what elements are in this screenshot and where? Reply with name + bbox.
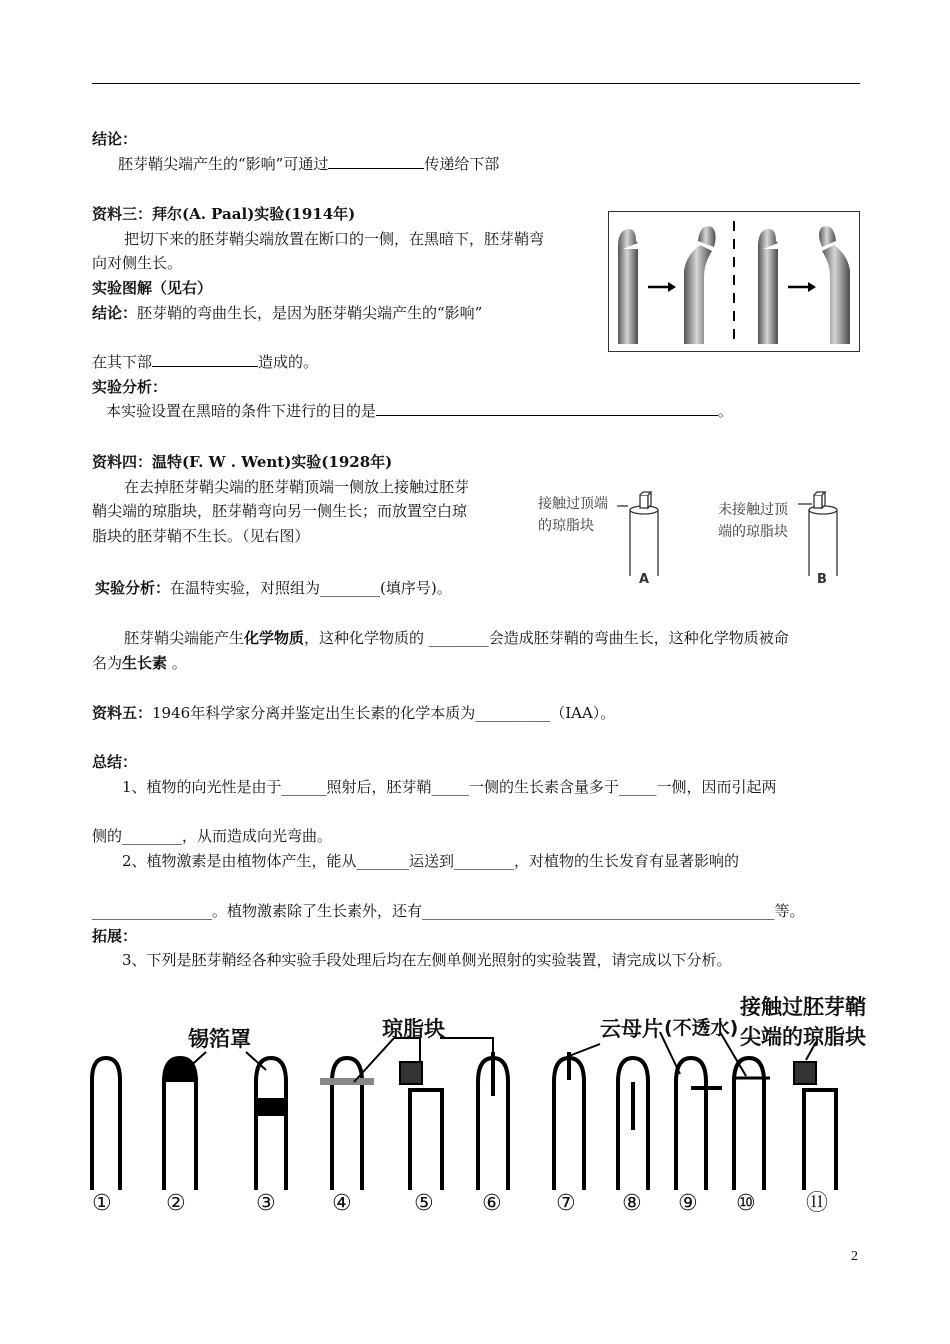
material4-chem-line1: 胚芽鞘尖端能产生化学物质，这种化学物质的 ________会造成胚芽鞘的弯曲生长，这种化学物质被命 (124, 629, 789, 647)
setup-number-4: ④ (332, 1191, 352, 1216)
coleoptile-b (798, 492, 837, 576)
answer-blank[interactable] (376, 400, 718, 416)
summary-item1-line2: 侧的________，从而造成向光弯曲。 (92, 827, 333, 845)
fig-a-letter: A (639, 572, 650, 587)
summary-item2-line2: ________________。植物激素除了生长素外，还有_______________________________________________等。 (92, 902, 805, 920)
label-contact-line1: 接触过胚芽鞘 (740, 995, 866, 1019)
material3-para-line2: 向对侧生长。 (92, 254, 183, 272)
material5: 资料五：1946年科学家分离并鉴定出生长素的化学本质为__________（IAA）。 (92, 704, 616, 722)
material3-para-line1: 把切下来的胚芽鞘尖端放置在断口的一侧，在黑暗下，胚芽鞘弯 (124, 230, 545, 248)
answer-blank[interactable] (328, 153, 424, 169)
coleoptile-5 (410, 1090, 442, 1190)
agar-block-11 (794, 1062, 816, 1084)
coleoptile-1 (92, 1058, 120, 1190)
material4-heading: 资料四：温特(F. W . Went)实验(1928年) (92, 453, 393, 471)
page-number: 2 (851, 1249, 858, 1264)
went-experiment-figure (530, 488, 850, 588)
material4-para-line2: 鞘尖端的琼脂块，胚芽鞘弯向另一侧生长；而放置空白琼 (92, 502, 468, 520)
coleoptile-3 (256, 1058, 286, 1190)
fig-a-label-line2: 的琼脂块 (538, 518, 594, 534)
fig-b-label-line2: 端的琼脂块 (718, 524, 788, 540)
setup-number-6: ⑥ (482, 1191, 502, 1216)
setup-number-2: ② (166, 1191, 186, 1216)
coleoptile-11 (804, 1090, 836, 1190)
material4-analysis: 实验分析：在温特实验，对照组为________(填序号)。 (95, 579, 452, 597)
fig-b-label-line1: 未接触过顶 (718, 502, 788, 518)
conclusion-text: 胚芽鞘尖端产生的“影响”可通过 传递给下部 (118, 155, 500, 173)
material3-analysis: 本实验设置在黑暗的条件下进行的目的是 。 (106, 402, 734, 420)
summary-item2-line1: 2、植物激素是由植物体产生，能从_______运送到________，对植物的生长发育有显著影响的 (122, 852, 740, 870)
coleoptile-setups-figure (80, 990, 880, 1230)
setup-number-1: ① (92, 1191, 112, 1216)
label-contact-line2: 尖端的琼脂块 (740, 1025, 866, 1049)
label-impermeable: (不透水) (664, 1017, 739, 1039)
coleoptile-a (617, 492, 658, 576)
summary-heading: 总结： (92, 753, 138, 771)
setup-number-8: ⑧ (622, 1191, 642, 1216)
summary-item1-line1: 1、植物的向光性是由于______照射后，胚芽鞘_____一侧的生长素含量多于_____一侧，因而引起两 (122, 778, 777, 796)
material3-figure-label: 实验图解（见右） (92, 279, 213, 297)
agar-strip (320, 1078, 374, 1085)
conclusion-heading: 结论： (92, 130, 138, 148)
material3-analysis-heading: 实验分析： (92, 378, 168, 396)
material3-conclusion: 结论：胚芽鞘的弯曲生长，是因为胚芽鞘尖端产生的“影响” (92, 304, 483, 322)
label-mica: 云母片 (600, 1017, 663, 1041)
agar-block-5 (400, 1062, 422, 1084)
setup-number-3: ③ (256, 1191, 276, 1216)
setup-number-10: ⑩ (736, 1191, 756, 1216)
setup-number-11: ⑪ (806, 1191, 829, 1216)
foil-band (256, 1098, 286, 1116)
material3-heading: 资料三：拜尔(A. Paal)实验(1914年) (92, 205, 356, 223)
fig-a-label-line1: 接触过顶端 (538, 496, 608, 512)
header-rule (92, 83, 860, 84)
extension-heading: 拓展： (92, 927, 138, 945)
fig-b-letter: B (817, 572, 827, 587)
coleoptile-9 (676, 1058, 706, 1190)
material4-para-line3: 脂块的胚芽鞘不生长。（见右图） (92, 527, 310, 545)
setup-number-9: ⑨ (678, 1191, 698, 1216)
extension-item3: 3、下列是胚芽鞘经各种实验手段处理后均在左侧单侧光照射的实验装置，请完成以下分析。 (122, 951, 732, 969)
material3-conclusion-cont: 在其下部 造成的。 (92, 353, 319, 371)
setup-number-7: ⑦ (556, 1191, 576, 1216)
label-agar: 琼脂块 (382, 1017, 445, 1041)
paal-experiment-figure (608, 211, 860, 352)
setup-number-5: ⑤ (414, 1191, 434, 1216)
material4-chem-line2: 名为生长素 。 (92, 654, 187, 672)
label-foil: 锡箔罩 (188, 1027, 251, 1051)
material4-para-line1: 在去掉胚芽鞘尖端的胚芽鞘顶端一侧放上接触过胚芽 (124, 478, 470, 496)
answer-blank[interactable] (152, 351, 258, 367)
